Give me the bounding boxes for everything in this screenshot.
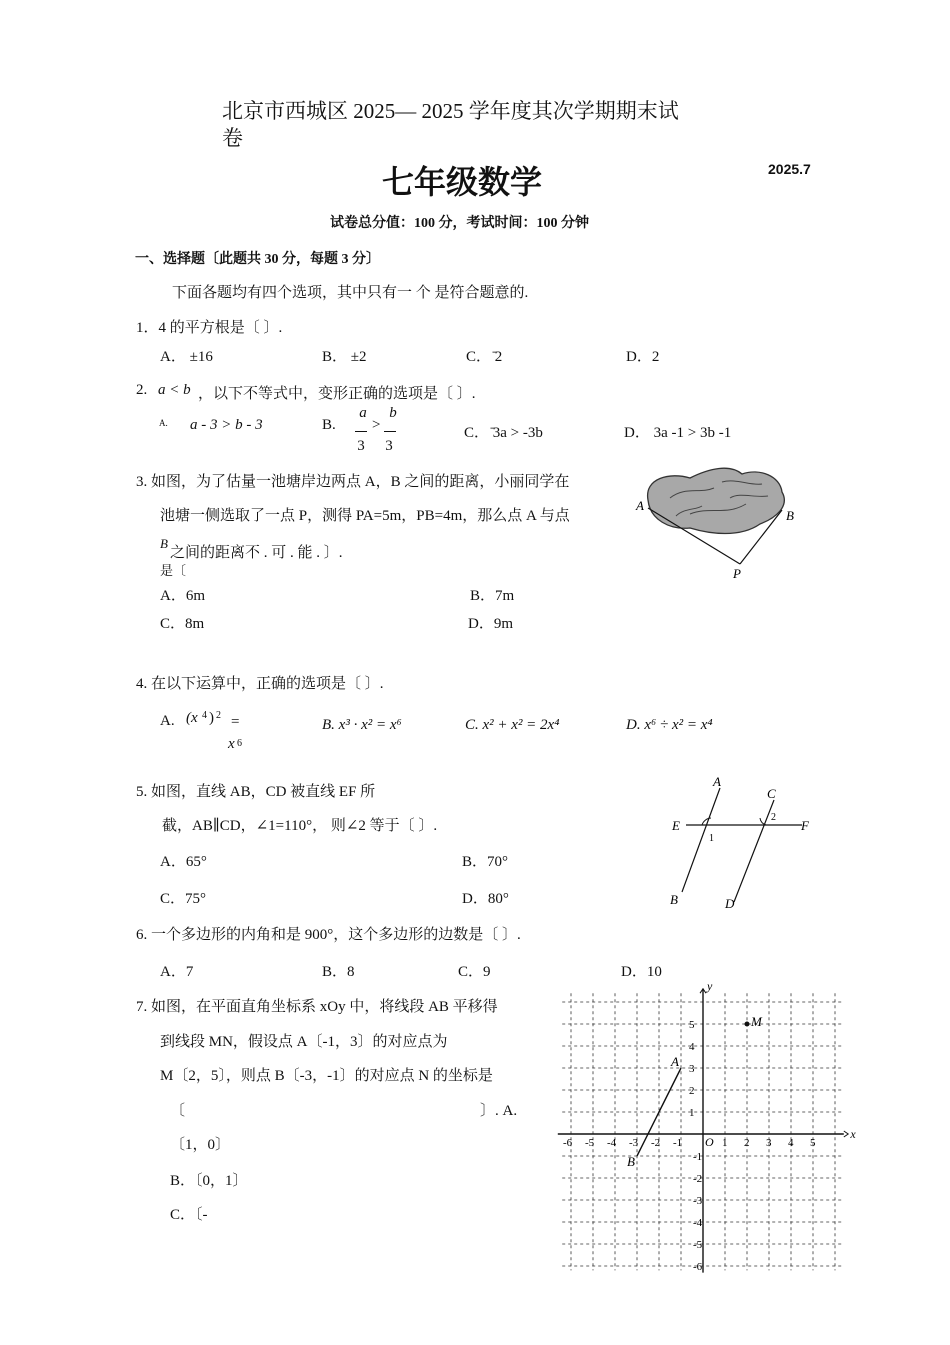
- q4-a-exp1: 4: [202, 710, 207, 721]
- q3-line1: 3. 如图，为了估量一池塘岸边两点 A，B 之间的距离，小丽同学在: [136, 474, 570, 490]
- q2-condition: a < b: [158, 382, 191, 398]
- label-F: F: [801, 818, 809, 833]
- x-tick-label: 1: [722, 1137, 728, 1149]
- q2-b-numerator-2: b: [389, 405, 397, 421]
- q4-option-d: D. x⁶ ÷ x² = x⁴: [626, 717, 713, 733]
- section-instruction: 下面各题均有四个选项，其中只有一 个 是符合题意的.: [172, 285, 529, 301]
- q4-option-b: B. x³ · x² = x⁶: [322, 717, 402, 733]
- y-tick-label: -4: [693, 1217, 703, 1229]
- q2-option-d: D． 3a -1 > 3b -1: [624, 425, 732, 441]
- q2-option-b-label: B.: [322, 417, 336, 433]
- x-tick-label: -5: [585, 1137, 595, 1149]
- y-tick-label: -3: [693, 1195, 703, 1207]
- q5-option-b: B．70°: [462, 854, 509, 870]
- q3-option-c: C．8m: [160, 616, 205, 632]
- page-title: 七年级数学: [382, 163, 543, 201]
- q5-option-a: A．65°: [160, 854, 207, 870]
- label-a: A: [636, 498, 644, 513]
- q1-option-a: A． ±16: [160, 349, 213, 365]
- q3-line3: B: [160, 536, 168, 551]
- x-tick-label: -1: [673, 1137, 683, 1149]
- y-tick-label: -2: [693, 1173, 703, 1185]
- q2-b-denominator-2: 3: [385, 438, 393, 454]
- label-C: C: [767, 786, 776, 801]
- q4-option-c: C. x² + x² = 2x⁴: [465, 717, 560, 733]
- label-E: E: [672, 818, 680, 833]
- origin-label: O: [705, 1135, 714, 1149]
- line-cd: [734, 800, 774, 902]
- q5-option-c: C．75°: [160, 891, 207, 907]
- school-title-line1: 北京市西城区 2025— 2025 学年度其次学期期末试: [222, 99, 679, 123]
- q3-line4: 是〔: [160, 563, 187, 578]
- q4-stem: 4. 在以下运算中，正确的选项是〔 〕.: [136, 676, 384, 692]
- q2-option-a-label: A.: [159, 418, 168, 428]
- q7-line1: 7. 如图，在平面直角坐标系 xOy 中，将线段 AB 平移得: [136, 999, 498, 1015]
- q6-option-a: A．7: [160, 964, 194, 980]
- y-axis-label: y: [707, 978, 713, 993]
- x-tick-label: 4: [788, 1137, 794, 1149]
- point-b-label: B: [627, 1154, 635, 1169]
- q4-a-exp2: 2: [216, 710, 221, 721]
- q2-b-operator: >: [372, 417, 381, 433]
- label-D: D: [725, 896, 735, 911]
- x-tick-label: 2: [744, 1137, 750, 1149]
- q7-line3: M〔2，5〕，则点 B〔-3，-1〕的对应点 N 的坐标是: [160, 1068, 493, 1084]
- q1-option-d: D．2: [626, 349, 660, 365]
- y-tick-label: -6: [693, 1261, 703, 1273]
- point-m: [745, 1022, 750, 1027]
- q6-stem: 6. 一个多边形的内角和是 900°，这个多边形的边数是〔 〕.: [136, 927, 521, 943]
- y-tick-label: -5: [693, 1239, 703, 1251]
- label-p: P: [733, 566, 741, 581]
- q3-option-b: B．7m: [470, 588, 515, 604]
- x-tick-label: -2: [651, 1137, 661, 1149]
- x-tick-label: 5: [810, 1137, 816, 1149]
- school-title-line2: 卷: [222, 126, 243, 150]
- label-B: B: [670, 892, 678, 907]
- y-tick-label: 3: [689, 1063, 695, 1075]
- q1-option-b: B． ±2: [322, 349, 367, 365]
- label-angle1: 1: [709, 833, 714, 844]
- q4-a-result-exp: 6: [237, 738, 242, 749]
- x-tick-label: -4: [607, 1137, 617, 1149]
- x-axis-label: x: [850, 1127, 856, 1141]
- q3-pond-figure: [630, 458, 810, 584]
- q7-option-b: B．〔0，1〕: [170, 1173, 248, 1189]
- q5-parallel-lines-figure: [664, 774, 824, 914]
- label-b: B: [786, 508, 794, 523]
- q7-line4b: 〕. A.: [480, 1103, 518, 1119]
- q3-line3b: 之间的距离不 . 可 . 能 . 〕.: [170, 545, 343, 561]
- q5-line2: 截，AB∥CD，∠1=110°， 则∠2 等于〔 〕.: [162, 818, 438, 834]
- q7-line2: 到线段 MN，假设点 A〔-1，3〕的对应点为: [160, 1034, 448, 1050]
- q4-a-base: (x: [186, 710, 198, 726]
- q4-a-eq: =: [231, 714, 240, 730]
- point-a-label: A: [671, 1054, 679, 1069]
- q4-option-a-label: A.: [160, 713, 175, 729]
- y-tick-label: 2: [689, 1085, 695, 1097]
- q2-option-a: a - 3 > b - 3: [190, 417, 263, 433]
- y-tick-label: -1: [693, 1151, 703, 1163]
- y-tick-label: 1: [689, 1107, 695, 1119]
- q3-line2: 池塘一侧选取了一点 P，测得 PA=5m，PB=4m，那么点 A 与点: [160, 508, 570, 524]
- q7-option-a-value: 〔1，0〕: [170, 1137, 231, 1153]
- q6-option-d: D．10: [621, 964, 662, 980]
- x-tick-label: -6: [563, 1137, 573, 1149]
- q7-coordinate-grid-figure: [563, 978, 856, 1273]
- q6-option-b: B．8: [322, 964, 355, 980]
- x-axis-arrow: [844, 1131, 848, 1137]
- y-tick-label: 4: [689, 1041, 695, 1053]
- q5-line1: 5. 如图，直线 AB，CD 被直线 EF 所: [136, 784, 376, 800]
- label-A: A: [713, 774, 721, 789]
- line-ab: [682, 788, 720, 892]
- q3-option-a: A．6m: [160, 588, 206, 604]
- pond-shape: [648, 468, 785, 533]
- q1-stem: 1．4 的平方根是〔 〕.: [136, 320, 283, 336]
- exam-date: 2025.7: [768, 161, 811, 177]
- point-m-label: M: [751, 1014, 762, 1029]
- q4-a-result: x: [228, 736, 235, 752]
- q1-option-c: C． ̄2: [466, 349, 503, 365]
- q7-option-c: C．〔-: [170, 1207, 208, 1223]
- q2-b-fraction-bar-2: [384, 431, 396, 432]
- q2-stem: ，以下不等式中，变形正确的选项是〔 〕.: [198, 386, 476, 402]
- q2-number: 2.: [136, 382, 148, 398]
- section-heading: 一、选择题〔此题共 30 分，每题 3 分〕: [135, 252, 380, 267]
- q7-line4a: 〔: [170, 1103, 186, 1119]
- q2-option-c: C． ̄3a > -3b: [464, 425, 543, 441]
- q2-b-numerator-1: a: [359, 405, 367, 421]
- x-tick-label: -3: [629, 1137, 639, 1149]
- q2-b-denominator-1: 3: [357, 438, 365, 454]
- q3-option-d: D．9m: [468, 616, 514, 632]
- q4-a-close: ): [209, 710, 214, 726]
- q2-b-fraction-bar-1: [355, 431, 367, 432]
- label-angle2: 2: [771, 812, 776, 823]
- exam-info: 试卷总分值：100 分，考试时间：100 分钟: [330, 216, 589, 231]
- y-tick-label: 5: [689, 1019, 695, 1031]
- q5-option-d: D．80°: [462, 891, 509, 907]
- q6-option-c: C．9: [458, 964, 491, 980]
- x-tick-label: 3: [766, 1137, 772, 1149]
